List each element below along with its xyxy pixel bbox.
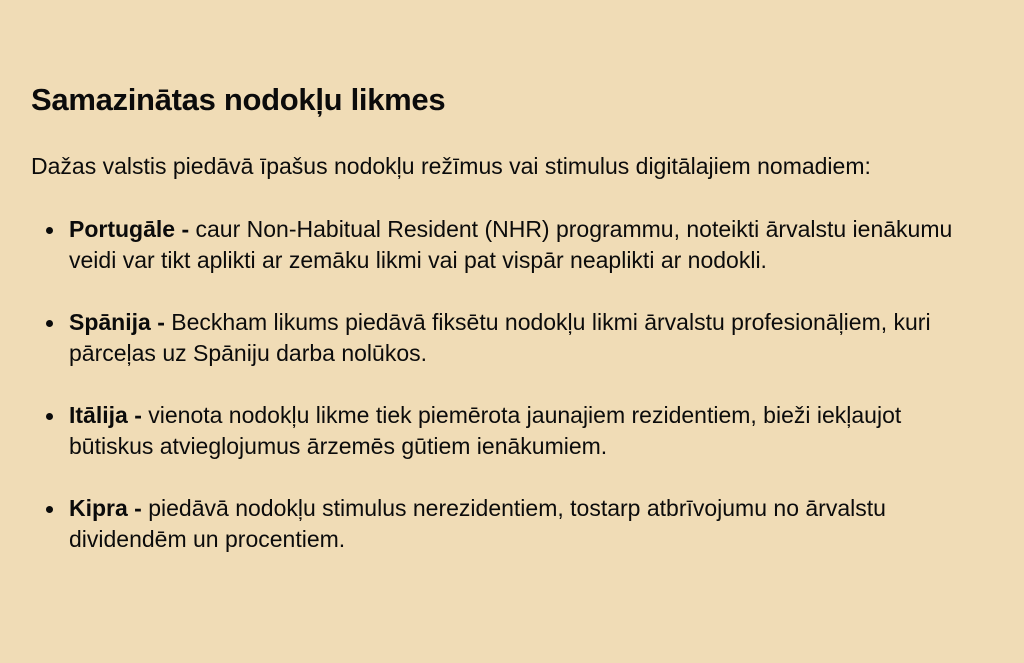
country-list [31, 214, 991, 555]
list-item-text: piedāvā nodokļu stimulus nerezidentiem, tostarp atbrīvojumu no ārvalstu dividendēm un procentiem. [69, 495, 886, 552]
list-item-text: Beckham likums piedāvā fiksētu nodokļu likmi ārvalstu profesionāļiem, kuri pārceļas uz Spāniju darba nolūkos. [69, 309, 931, 366]
list-item-spain [31, 307, 974, 369]
list-item-text: vienota nodokļu likme tiek piemērota jaunajiem rezidentiem, bieži iekļaujot būtiskus atvieglojumus ārzemēs gūtiem ienākumiem. [69, 402, 902, 459]
list-item-italy [31, 400, 974, 462]
list-item-text: caur Non-Habitual Resident (NHR) programmu, noteikti ārvalstu ienākumu veidi var tikt aplikti ar zemāku likmi vai pat vispār neaplikti ar nodokli. [69, 216, 953, 273]
list-item-cyprus [31, 493, 974, 555]
bullet-icon [46, 227, 53, 234]
list-item-portugal [31, 214, 974, 276]
bullet-icon [46, 413, 53, 420]
section-heading: Samazinātas nodokļu likmes [31, 82, 446, 117]
list-item-term: Portugāle - [69, 216, 196, 242]
article-section [31, 78, 991, 586]
intro-paragraph: Dažas valstis piedāvā īpašus nodokļu režīmus vai stimulus digitālajiem nomadiem: [31, 153, 871, 179]
list-item-term: Spānija - [69, 309, 172, 335]
bullet-icon [46, 506, 53, 513]
bullet-icon [46, 320, 53, 327]
list-item-term: Itālija - [69, 402, 149, 428]
list-item-term: Kipra - [69, 495, 149, 521]
